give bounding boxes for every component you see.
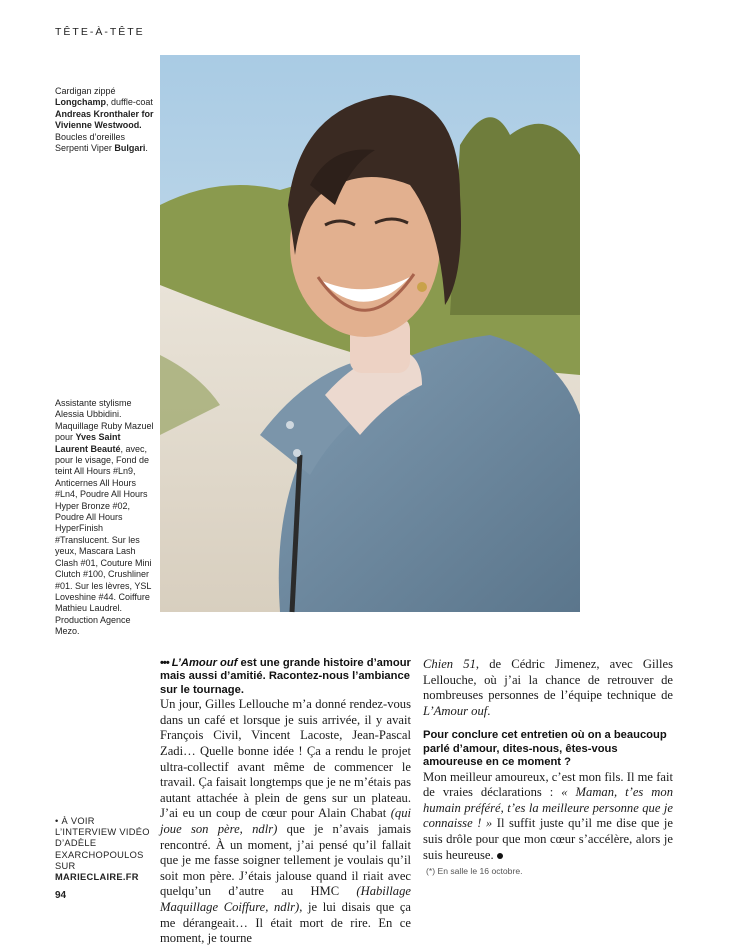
text-segment: Cardigan zippé (55, 86, 116, 96)
video-promo (55, 816, 160, 883)
text-segment: Bulgari (114, 143, 146, 154)
portrait-illustration (160, 55, 580, 612)
text-segment: Longchamp (55, 97, 106, 108)
promo-site-link[interactable]: MARIECLAIRE.FR (55, 872, 139, 883)
page-number: 94 (55, 890, 67, 901)
text-segment: « Maman, t’es mon humain préféré, t’es la meilleure personne que je connaisse ! » (423, 785, 673, 831)
text-segment: . (487, 703, 491, 718)
text-segment: Chien 51 (423, 657, 476, 671)
film-title: L’Amour ouf (171, 657, 238, 669)
photo-caption-production (55, 398, 155, 638)
text-segment: Boucles d’oreilles Serpenti Viper (55, 131, 126, 154)
text-segment: Il suffit juste qu’il me dise que je suis drôle pour que mon cœur s’accélère, alors je suis heureuse. (423, 816, 673, 862)
end-mark (497, 853, 503, 859)
promo-line-1: • À VOIR (55, 816, 95, 826)
question-lead-dots: ••• (160, 657, 169, 669)
question-1 (160, 657, 411, 697)
question-2: Pour conclure cet entretien où on a beaucoup parlé d’amour, dites-nous, êtes-vous amoureuse en ce moment ? (423, 729, 667, 769)
text-segment: . (145, 143, 148, 154)
section-tag: TÊTE-À-TÊTE (55, 26, 145, 38)
text-segment: Yves Saint Laurent Beauté (55, 432, 121, 454)
text-segment: Mon meilleur amoureux, c’est mon fils. Il me fait de vraies déclarations : (423, 769, 673, 800)
article-column-right (423, 657, 673, 863)
text-segment: Andreas Kronthaler for Vivienne Westwood. (55, 108, 154, 131)
footnote: (*) En salle le 16 octobre. (426, 866, 523, 876)
text-segment: Un jour, Gilles Lellouche m’a donné rendez-vous dans un café et lorsque je suis arrivée, il y avait François Civil, Vincent Lacoste, Jean-Pascal Zadi… Quelle bonne idée ! Ça a rendu le projet ultra-collectif avant même de commencer le travail. Ça faisait longtemps que je ne m’étais pas autant attachée à plein de gens sur un plateau. J’ai eu un coup de cœur pour Alain Chabat (160, 697, 411, 821)
text-segment: , duffle-coat (106, 97, 153, 108)
question-1-text: est une grande histoire d’amour mais aussi d’amitié. Racontez-nous l’ambiance sur le tournage. (160, 657, 411, 696)
text-segment: (Habillage Maquillage Coiffure, ndlr) (160, 884, 411, 914)
text-segment: que je n’avais jamais rencontré. À un moment, j’ai pensé qu’il fallait que je me fasse soigner tellement je voulais qu’il soit mon père. J’étais jalouse quand il riait avec quelqu’un d’autre au HMC (160, 821, 411, 899)
photo-caption-credits (55, 86, 155, 154)
text-segment: (qui joue son père, ndlr) (160, 806, 411, 836)
text-segment: , avec, pour le visage, Fond de teint All Hours #Ln9, Anticernes All Hours #Ln4, Poudre All Hours Hyper Bronze #02, Poudre All Hours HyperFinish #Translucent. Sur les yeux, Mascara Lash Clash #01, Couture Mini Clutch #100, Crushliner #01. Sur les lèvres, YSL Loveshine #44. Coiffure Mathieu Laudrel. Production Agence Mezo. (55, 443, 152, 637)
text-segment: L’Amour ouf (423, 703, 488, 718)
article-column-left (160, 657, 411, 947)
text-segment: Assistante stylisme Alessia Ubbidini. Maquillage Ruby Mazuel pour (55, 398, 154, 443)
promo-line-2: L’INTERVIEW VIDÉO D’ADÈLE EXARCHOPOULOS SUR (55, 827, 150, 871)
text-segment: , je lui disais que ça me dérangeait… Il était mort de rire. En ce moment, je tourne (160, 899, 411, 946)
portrait-photo (160, 55, 580, 612)
answer-2 (423, 770, 673, 864)
text-segment: , de Cédric Jimenez, avec Gilles Lellouche, où j’ai la chance de retrouver de nombreuses personnes de l’équipe technique de (423, 657, 674, 703)
answer-1-continued (423, 657, 673, 719)
answer-1 (160, 697, 411, 947)
